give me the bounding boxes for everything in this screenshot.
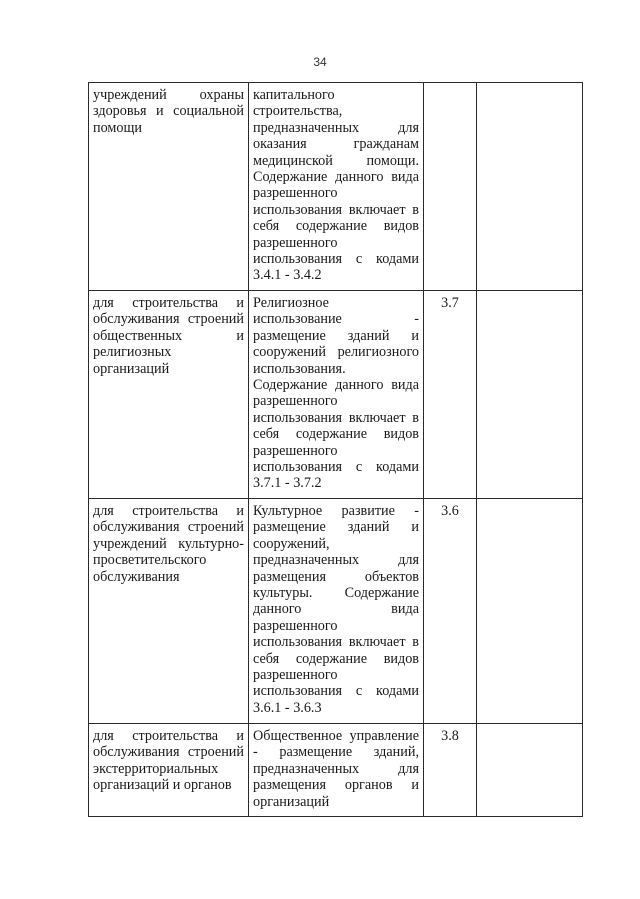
note-cell — [477, 291, 583, 499]
code-cell: 3.6 — [424, 499, 477, 724]
table-row — [89, 83, 583, 291]
purpose-cell: для строительства и обслуживания строений экстерриториальных организаций и органов — [89, 724, 249, 817]
note-cell — [477, 724, 583, 817]
table-row — [89, 499, 583, 724]
land-use-table — [88, 82, 583, 817]
purpose-cell: для строительства и обслуживания строений общественных и религиозных организаций — [89, 291, 249, 499]
note-cell — [477, 83, 583, 291]
description-cell: Религиозное использование - размещение зданий и сооружений религиозного использования. Содержание данного вида разрешенного использования включает в себя содержание видов разрешенного использования с кодами 3.7.1 - 3.7.2 — [249, 291, 424, 499]
code-cell — [424, 83, 477, 291]
note-cell — [477, 499, 583, 724]
purpose-cell: учреждений охраны здоровья и социальной помощи — [89, 83, 249, 291]
page-number: 34 — [313, 55, 327, 69]
table-row — [89, 291, 583, 499]
code-cell: 3.7 — [424, 291, 477, 499]
description-cell: Общественное управление - размещение зданий, предназначенных для размещения органов и организаций — [249, 724, 424, 817]
table-row — [89, 724, 583, 817]
description-cell: капитального строительства, предназначенных для оказания гражданам медицинской помощи. Содержание данного вида разрешенного использования включает в себя содержание видов разрешенного использования с кодами 3.4.1 - 3.4.2 — [249, 83, 424, 291]
description-cell: Культурное развитие - размещение зданий и сооружений, предназначенных для размещения объектов культуры. Содержание данного вида разрешенного использования включает в себя содержание видов разрешенного использования с кодами 3.6.1 - 3.6.3 — [249, 499, 424, 724]
code-cell: 3.8 — [424, 724, 477, 817]
purpose-cell: для строительства и обслуживания строений учреждений культурно-просветительского обслуживания — [89, 499, 249, 724]
